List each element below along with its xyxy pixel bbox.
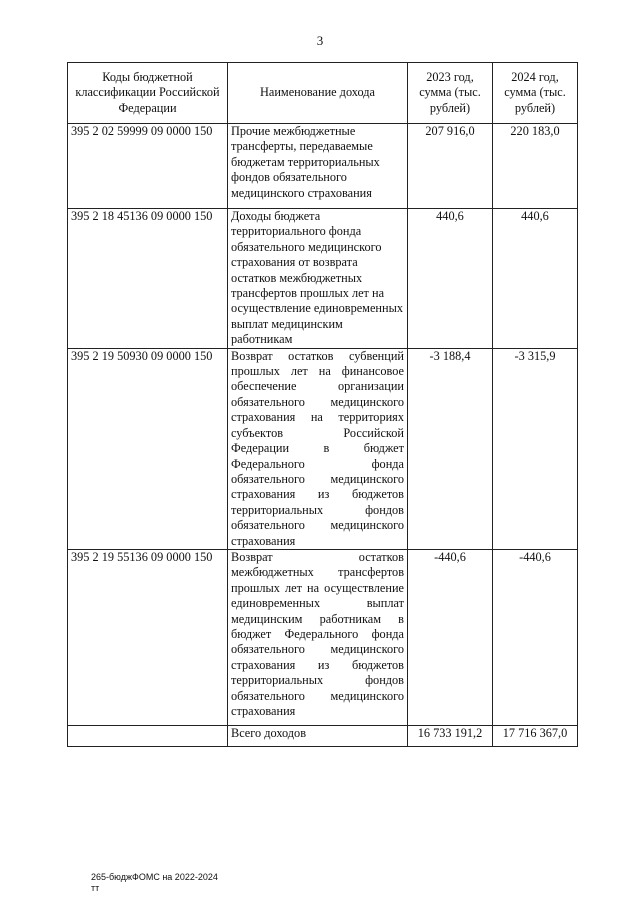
footer-initials: тт (91, 883, 100, 893)
header-code: Коды бюджетной классификации Российской Федерации (68, 63, 228, 124)
row-value-2023: -440,6 (408, 549, 493, 725)
row-code: 395 2 02 59999 09 0000 150 (68, 124, 228, 209)
total-value-2024: 17 716 367,0 (493, 725, 578, 746)
table-header-row (68, 63, 578, 124)
row-value-2024: -440,6 (493, 549, 578, 725)
header-2023: 2023 год, сумма (тыс. рублей) (408, 63, 493, 124)
row-name: Возврат остатков межбюджетных трансфертов прошлых лет на осуществление единовременных выплат медицинским работникам в бюджет Федерального фонда обязательного медицинского страхования из бюджетов территориальных фондов обязательного медицинского страхования (228, 549, 408, 725)
table-row (68, 549, 578, 725)
header-2024: 2024 год, сумма (тыс. рублей) (493, 63, 578, 124)
footer-doc-id: 265-бюджФОМС на 2022-2024 (91, 872, 218, 882)
table-row (68, 348, 578, 549)
row-value-2024: 220 183,0 (493, 124, 578, 209)
table-row (68, 209, 578, 349)
total-code (68, 725, 228, 746)
row-value-2024: -3 315,9 (493, 348, 578, 549)
row-code: 395 2 19 50930 09 0000 150 (68, 348, 228, 549)
table-row (68, 124, 578, 209)
row-name: Доходы бюджета территориального фонда обязательного медицинского страхования от возврата остатков межбюджетных трансфертов прошлых лет на осуществление единовременных выплат медицинским работникам (228, 209, 408, 349)
revenue-table (67, 62, 578, 747)
row-value-2024: 440,6 (493, 209, 578, 349)
row-name: Прочие межбюджетные трансферты, передаваемые бюджетам территориальных фондов обязательного медицинского страхования (228, 124, 408, 209)
row-name: Возврат остатков субвенций прошлых лет на финансовое обеспечение организации обязательного медицинского страхования на территориях субъектов Российской Федерации в бюджет Федерального фонда обязательного медицинского страхования из бюджетов территориальных фондов обязательного медицинского страхования (228, 348, 408, 549)
row-value-2023: 207 916,0 (408, 124, 493, 209)
total-label: Всего доходов (228, 725, 408, 746)
row-value-2023: 440,6 (408, 209, 493, 349)
document-footer (91, 872, 218, 894)
page-number: 3 (316, 33, 324, 48)
total-value-2023: 16 733 191,2 (408, 725, 493, 746)
total-row (68, 725, 578, 746)
row-code: 395 2 19 55136 09 0000 150 (68, 549, 228, 725)
header-name: Наименование дохода (228, 63, 408, 124)
row-value-2023: -3 188,4 (408, 348, 493, 549)
row-code: 395 2 18 45136 09 0000 150 (68, 209, 228, 349)
